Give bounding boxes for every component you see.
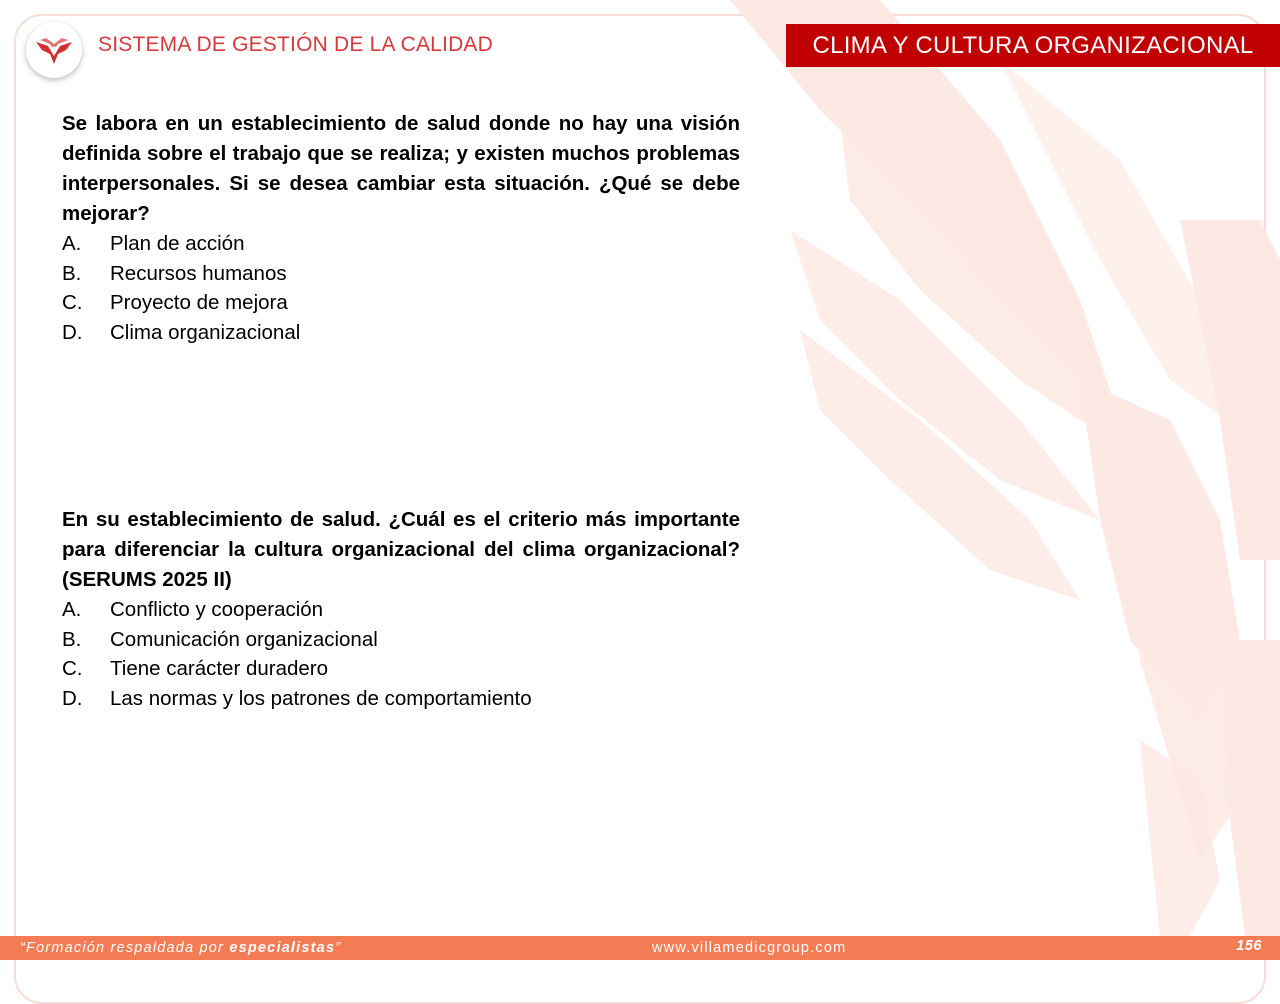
option-c[interactable]	[62, 288, 740, 318]
option-text: Clima organizacional	[110, 321, 301, 345]
options-list	[62, 595, 740, 714]
option-letter: D.	[62, 321, 83, 345]
option-letter: D.	[62, 687, 83, 711]
page-number: 156	[1236, 938, 1262, 954]
option-letter: B.	[62, 627, 82, 651]
option-letter: C.	[62, 657, 83, 681]
phoenix-watermark	[700, 0, 1280, 936]
question-stem: En su establecimiento de salud. ¿Cuál es el criterio más importante para diferenciar la cultura organizacional del clima organizacional? (SERUMS 2025 II)	[62, 508, 740, 591]
option-text: Tiene carácter duradero	[110, 657, 329, 681]
option-text: Comunicación organizacional	[110, 627, 378, 651]
footer-slogan	[20, 940, 341, 956]
topic-banner: CLIMA Y CULTURA ORGANIZACIONAL	[786, 24, 1280, 67]
option-a[interactable]	[62, 229, 740, 259]
option-d[interactable]	[62, 318, 740, 348]
slogan-suffix: ”	[335, 940, 342, 956]
option-letter: B.	[62, 261, 82, 285]
slogan-prefix: “Formación respaldada por	[20, 940, 230, 956]
option-letter: A.	[62, 232, 82, 255]
option-a[interactable]	[62, 595, 740, 625]
question-stem: Se labora en un establecimiento de salud donde no hay una visión definida sobre el trabajo que se realiza; y existen muchos problemas interpersonales. Si se desea cambiar esta situación. ¿Qué se debe mejorar?	[62, 112, 740, 225]
question-1	[62, 109, 740, 348]
option-text: Conflicto y cooperación	[110, 598, 324, 621]
option-d[interactable]	[62, 684, 740, 714]
option-text: Plan de acción	[110, 232, 245, 255]
options-list	[62, 229, 740, 348]
option-b[interactable]	[62, 625, 740, 655]
option-b[interactable]	[62, 259, 740, 289]
website-link[interactable]: www.villamedicgroup.com	[652, 940, 847, 956]
system-title: SISTEMA DE GESTIÓN DE LA CALIDAD	[98, 33, 494, 56]
option-letter: A.	[62, 598, 82, 621]
phoenix-logo-icon	[32, 28, 76, 72]
option-text: Recursos humanos	[110, 261, 287, 285]
option-text: Proyecto de mejora	[110, 291, 288, 315]
option-letter: C.	[62, 291, 83, 315]
option-text: Las normas y los patrones de comportamiento	[110, 687, 532, 711]
slogan-emphasis: especialistas	[229, 940, 336, 956]
footer-bar	[0, 936, 1280, 960]
logo-badge	[26, 22, 82, 78]
question-2	[62, 505, 740, 714]
option-c[interactable]	[62, 654, 740, 684]
